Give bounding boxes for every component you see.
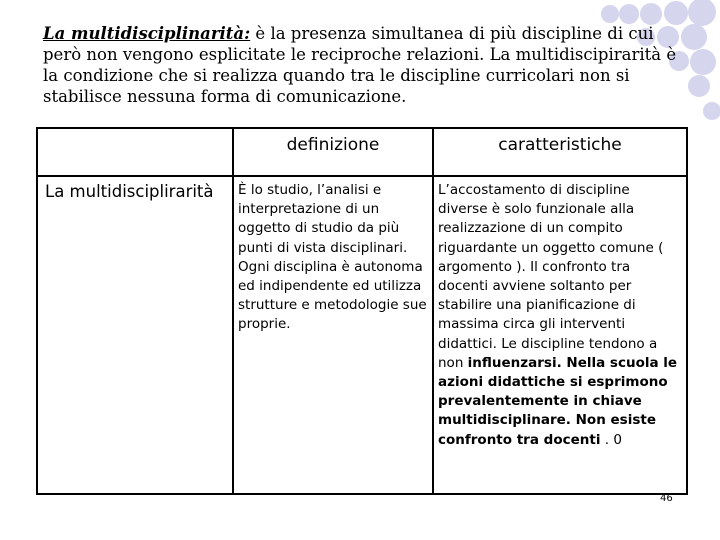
intro-paragraph bbox=[43, 23, 683, 107]
table-header-row bbox=[37, 128, 687, 176]
caratteristiche-end: . 0 bbox=[600, 431, 622, 448]
comparison-table bbox=[36, 127, 688, 495]
definizione-cell: È lo studio, l’analisi e interpretazione di un oggetto di studio da più punti di vista disciplinari. Ogni disciplina è autonoma ed indipendente ed utilizza strutture e metodologie sue proprie. bbox=[233, 176, 433, 494]
header-definizione: definizione bbox=[233, 128, 433, 176]
caratteristiche-bold: influenzarsi. Nella scuola le azioni didattiche si esprimono prevalentemente in chiave multidisciplinare. Non esiste confronto tra docenti bbox=[438, 354, 678, 448]
caratteristiche-cell bbox=[433, 176, 687, 494]
page-number: 46 bbox=[660, 493, 673, 504]
table-row bbox=[37, 176, 687, 494]
caratteristiche-plain: L’accostamento di discipline diverse è solo funzionale alla realizzazione di un compito riguardante un oggetto comune ( argomento ). Il confronto tra docenti avviene soltanto per stabilire una pianificazione di massima circa gli interventi didattici. Le discipline tendono a non bbox=[438, 182, 664, 371]
header-empty-cell bbox=[37, 128, 233, 176]
intro-text: è la presenza simultanea di più discipline di cui però non vengono esplicitate le reciproche relazioni. La multidiscipirarità è la condizione che si realizza quando tra le discipline curricolari non si stabilisce nessuna forma di comunicazione. bbox=[43, 24, 677, 106]
intro-term: La multidisciplinarità: bbox=[43, 24, 251, 43]
header-caratteristiche: caratteristiche bbox=[433, 128, 687, 176]
row-label: La multidisciplirarità bbox=[37, 176, 233, 494]
